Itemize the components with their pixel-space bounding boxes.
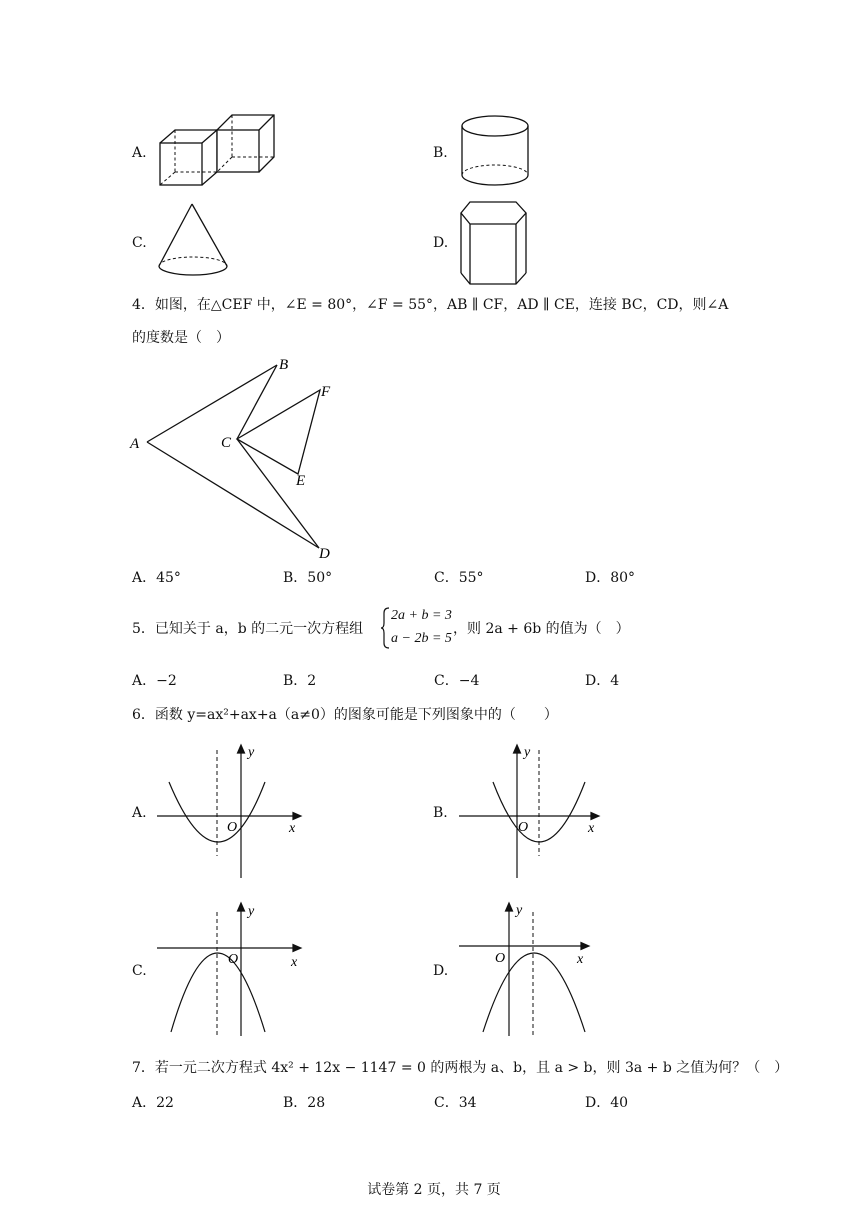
q3-option-c-cone-figure (155, 200, 235, 280)
q6-graph-a (155, 742, 315, 882)
q7-option-b: B．28 (283, 1095, 326, 1111)
q6-graph-d-y-label: y (516, 903, 523, 918)
q6-stem: 6．函数 y=ax²+ax+a（a≠0）的图象可能是下列图象中的（ ） (132, 707, 558, 723)
q5-option-c: C．−4 (434, 673, 480, 689)
q4-geometry-figure (125, 352, 345, 567)
page-footer: 试卷第 2 页，共 7 页 (367, 1182, 501, 1198)
q5-option-d: D．4 (585, 673, 620, 689)
q6-graph-d-x-label: x (577, 952, 584, 967)
q7-option-c: C．34 (434, 1095, 477, 1111)
q5-equation-2: a − 2b = 5 (391, 631, 452, 646)
q6-option-d-label: D. (433, 963, 449, 979)
q3-option-d-label: D. (433, 235, 449, 251)
q5-stem-post: ，则 2a + 6b 的值为（ ） (453, 621, 630, 637)
q3-option-d-hexagonal-prism-figure (458, 197, 533, 287)
q6-graph-b-y-label: y (524, 745, 531, 760)
q6-graph-c-x-label: x (291, 955, 298, 970)
q3-option-a-label: A. (132, 145, 147, 161)
q6-graph-b-x-label: x (588, 821, 595, 836)
q4-option-a: A．45° (132, 570, 181, 586)
q6-graph-a-y-label: y (248, 745, 255, 760)
q4-option-d: D．80° (585, 570, 636, 586)
q4-label-d: D (319, 546, 330, 562)
q4-stem-line1: 4．如图，在△CEF 中，∠E = 80°，∠F = 55°，AB ∥ CF，AD ∥ CE，连接 BC，CD，则∠A (132, 297, 729, 313)
q4-option-b: B．50° (283, 570, 333, 586)
q5-option-b: B．2 (283, 673, 317, 689)
q3-option-c-label: C. (132, 235, 147, 251)
q4-label-a: A (130, 436, 140, 452)
q7-option-d: D．40 (585, 1095, 629, 1111)
q3-option-a-two-cubes-figure (155, 110, 280, 190)
q6-graph-d (457, 900, 617, 1040)
q6-option-a-label: A. (132, 805, 147, 821)
q4-label-c: C (221, 435, 232, 451)
q7-option-a: A．22 (132, 1095, 174, 1111)
q6-graph-b-origin-label: O (518, 820, 529, 835)
q4-stem-line2: 的度数是（ ） (132, 330, 230, 346)
q6-graph-c (155, 900, 315, 1040)
q4-label-b: B (279, 357, 289, 373)
q6-graph-c-y-label: y (248, 904, 255, 919)
q6-graph-a-origin-label: O (227, 820, 238, 835)
q6-graph-a-x-label: x (289, 821, 296, 836)
q6-option-c-label: C. (132, 963, 147, 979)
q4-label-f: F (321, 384, 331, 400)
q6-graph-d-origin-label: O (495, 951, 506, 966)
q7-stem: 7．若一元二次方程式 4x² + 12x − 1147 = 0 的两根为 a、b，且 a > b，则 3a + b 之值为何？（ ） (132, 1060, 789, 1076)
q6-graph-b (457, 742, 617, 882)
q5-equation-1: 2a + b = 3 (391, 608, 452, 623)
q5-brace-icon (380, 607, 390, 649)
q6-graph-c-origin-label: O (228, 952, 239, 967)
q5-option-a: A．−2 (132, 673, 177, 689)
q5-stem-pre: 5．已知关于 a，b 的二元一次方程组 (132, 621, 364, 637)
q6-option-b-label: B. (433, 805, 448, 821)
q3-option-b-cylinder-figure (458, 112, 533, 190)
q4-label-e: E (296, 473, 306, 489)
q3-option-b-label: B. (433, 145, 448, 161)
q4-option-c: C．55° (434, 570, 484, 586)
